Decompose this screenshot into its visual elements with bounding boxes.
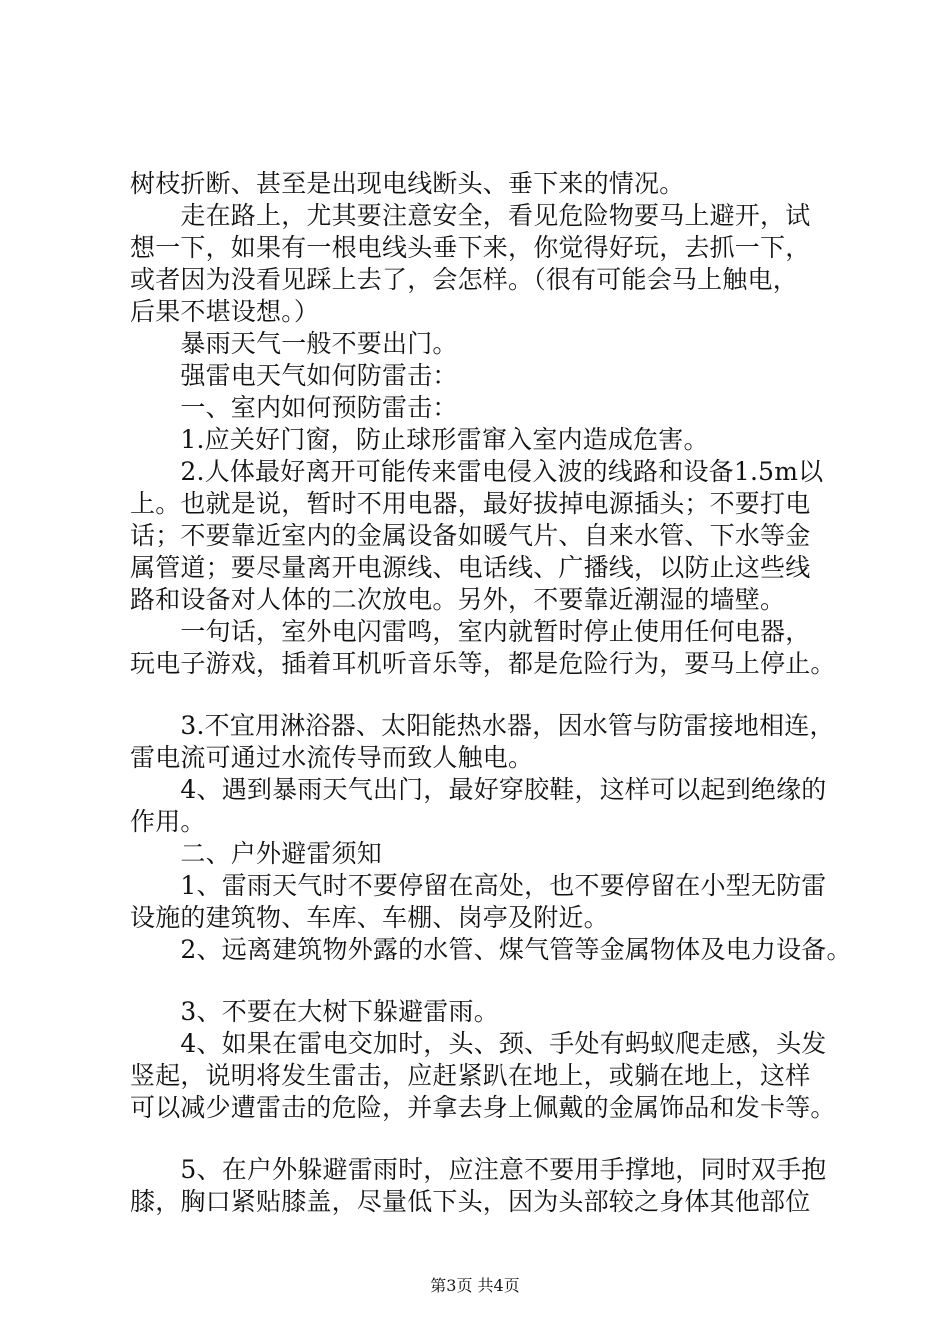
text-line: 3.不宜用淋浴器、太阳能热水器，因水管与防雷接地相连， — [130, 711, 835, 740]
text-line: 话；不要靠近室内的金属设备如暖气片、自来水管、下水等金 — [130, 521, 811, 550]
section-heading: 二、户外避雷须知 — [130, 839, 383, 868]
text-line: 5、在户外躲避雷雨时，应注意不要用手撑地，同时双手抱 — [130, 1155, 827, 1184]
text-line: 路和设备对人体的二次放电。另外，不要靠近潮湿的墙壁。 — [130, 585, 786, 614]
text-line: 1.应关好门窗，防止球形雷窜入室内造成危害。 — [130, 425, 709, 454]
text-line: 想一下，如果有一根电线头垂下来，你觉得好玩，去抓一下， — [130, 233, 811, 262]
document-body — [130, 168, 852, 1218]
text-line: 属管道；要尽量离开电源线、电话线、广播线，以防止这些线 — [130, 553, 811, 582]
page-footer: 第3页 共4页 — [430, 1276, 520, 1295]
blank-line — [130, 966, 842, 996]
text-line: 2、远离建筑物外露的水管、煤气管等金属物体及电力设备。 — [130, 935, 852, 964]
text-line: 3、不要在大树下躲避雷雨。 — [130, 997, 499, 1026]
text-line: 1、雷雨天气时不要停留在高处，也不要停留在小型无防雷 — [130, 871, 827, 900]
text-line: 竖起，说明将发生雷击，应赶紧趴在地上，或躺在地上，这样 — [130, 1061, 811, 1090]
text-line: 4、如果在雷电交加时，头、颈、手处有蚂蚁爬走感，头发 — [130, 1029, 827, 1058]
text-line: 强雷电天气如何防雷击： — [130, 361, 458, 390]
text-line: 雷电流可通过水流传导而致人触电。 — [130, 743, 534, 772]
blank-line — [130, 680, 842, 710]
text-line: 后果不堪设想。） — [130, 297, 320, 326]
text-line: 2.人体最好离开可能传来雷电侵入波的线路和设备1.5m以 — [130, 457, 824, 486]
section-heading: 一、室内如何预防雷击： — [130, 393, 458, 422]
text-line: 可以减少遭雷击的危险，并拿去身上佩戴的金属饰品和发卡等。 — [130, 1093, 836, 1122]
text-line: 一句话，室外电闪雷鸣，室内就暂时停止使用任何电器， — [130, 617, 811, 646]
text-line: 走在路上，尤其要注意安全，看见危险物要马上避开，试 — [130, 201, 811, 230]
text-line: 4、遇到暴雨天气出门，最好穿胶鞋，这样可以起到绝缘的 — [130, 775, 827, 804]
text-line: 膝，胸口紧贴膝盖，尽量低下头，因为头部较之身体其他部位 — [130, 1187, 811, 1216]
text-line: 或者因为没看见踩上去了，会怎样。（很有可能会马上触电， — [130, 265, 798, 294]
blank-line — [130, 1124, 842, 1154]
text-line: 树枝折断、甚至是出现电线断头、垂下来的情况。 — [130, 169, 685, 198]
text-line: 玩电子游戏，插着耳机听音乐等，都是危险行为，要马上停止。 — [130, 649, 836, 678]
text-line: 上。也就是说，暂时不用电器，最好拔掉电源插头；不要打电 — [130, 489, 811, 518]
text-line: 暴雨天气一般不要出门。 — [130, 329, 458, 358]
text-line: 作用。 — [130, 807, 206, 836]
text-line: 设施的建筑物、车库、车棚、岗亭及附近。 — [130, 903, 609, 932]
